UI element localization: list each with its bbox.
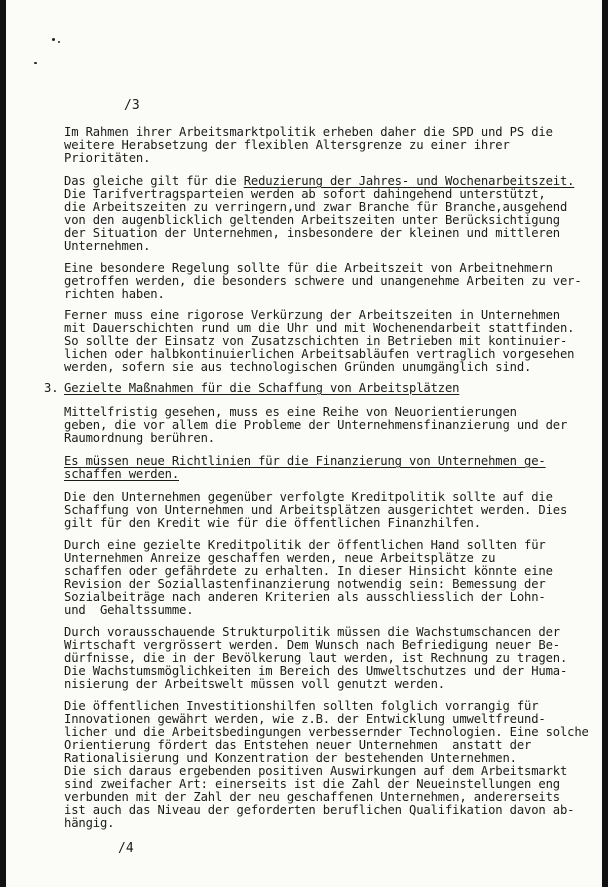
paragraph-line: Unternehmen Anreize geschaffen werden, neue Arbeitsplätze zu bbox=[64, 551, 496, 565]
paragraph-line: Durch eine gezielte Kreditpolitik der öffentlichen Hand sollten für bbox=[64, 538, 546, 552]
paragraph-line: Die sich daraus ergebenden positiven Auswirkungen auf dem Arbeitsmarkt bbox=[64, 764, 568, 778]
paragraph-line: geben, die vor allem die Probleme der Unternehmensfinanzierung und der bbox=[64, 418, 568, 432]
page-number-bottom: /4 bbox=[118, 841, 134, 856]
paragraph-line: Die öffentlichen Investitionshilfen sollten folglich vorrangig für bbox=[64, 699, 539, 713]
paragraph-line: und Gehaltssumme. bbox=[64, 603, 194, 617]
paragraph-line: Mittelfristig gesehen, muss es eine Reihe von Neuorientierungen bbox=[64, 405, 517, 419]
paragraph-line: gilt für den Kredit wie für die öffentlichen Finanzhilfen. bbox=[64, 516, 481, 530]
paragraph-line: Eine besondere Regelung sollte für die Arbeitszeit von Arbeitnehmern bbox=[64, 261, 553, 275]
section-number: 3. bbox=[44, 381, 59, 395]
paragraph-line: werden, sofern sie aus technologischen Gründen unumgänglich sind. bbox=[64, 360, 532, 374]
underlined-heading: Es müssen neue Richtlinien für die Finanzierung von Unternehmen ge- bbox=[64, 454, 546, 468]
underlined-heading: schaffen werden. bbox=[64, 467, 179, 481]
paragraph-line: die Arbeitszeiten zu verringern,und zwar Branche für Branche,ausgehend bbox=[64, 200, 568, 214]
paragraph-line: Rationalisierung und Konzentration der bestehenden Unternehmen. bbox=[64, 751, 517, 765]
paragraph-line: licher und die Arbeitsbedingungen verbessernder Technologien. Eine solche bbox=[64, 725, 589, 739]
paragraph-line: Ferner muss eine rigorose Verkürzung der Arbeitszeiten in Unternehmen bbox=[64, 308, 560, 322]
paragraph-line: Revision der Soziallastenfinanzierung notwendig sein: Bemessung der bbox=[64, 577, 546, 591]
paragraph-line: hängig. bbox=[64, 816, 115, 830]
paragraph-line: Die Wachstumsmöglichkeiten im Bereich des Umweltschutzes und der Huma- bbox=[64, 664, 568, 678]
paragraph-line: lichen oder halbkontinuierlichen Arbeitsabläufen vertraglich vorgesehen bbox=[64, 347, 575, 361]
paragraph-line: Durch vorausschauende Strukturpolitik müssen die Wachstumschancen der bbox=[64, 625, 560, 639]
paragraph-line: Die den Unternehmen gegenüber verfolgte Kreditpolitik sollte auf die bbox=[64, 490, 553, 504]
paragraph-line: Unternehmen. bbox=[64, 239, 151, 253]
paragraph-line: Die Tarifvertragsparteien werden ab sofort dahingehend unterstützt, bbox=[64, 187, 546, 201]
paragraph-lead: Das gleiche gilt für die bbox=[64, 174, 244, 188]
paragraph-line: Wirtschaft vergrössert werden. Dem Wunsch nach Befriedigung neuer Be- bbox=[64, 638, 560, 652]
document-page bbox=[6, 0, 602, 887]
paragraph-line: dürfnisse, die in der Bevölkerung laut werden, ist Rechnung zu tragen. bbox=[64, 651, 568, 665]
scan-border-right bbox=[602, 0, 608, 887]
paragraph-line: verbunden mit der Zahl der neu geschaffenen Unternehmen, andererseits bbox=[64, 790, 560, 804]
page-number-top: /3 bbox=[124, 98, 140, 113]
paragraph-line: Raumordnung berühren. bbox=[64, 431, 215, 445]
section-title: Gezielte Maßnahmen für die Schaffung von Arbeitsplätzen bbox=[64, 381, 460, 395]
paragraph-line: der Situation der Unternehmen, insbesondere der kleinen und mittleren bbox=[64, 226, 560, 240]
paragraph-line: ist auch das Niveau der geforderten beruflichen Qualifikation davon ab- bbox=[64, 803, 575, 817]
paragraph-line: Prioritäten. bbox=[64, 151, 151, 165]
paragraph-line: nisierung der Arbeitswelt müssen voll genutzt werden. bbox=[64, 677, 445, 691]
paragraph-line: Schaffung von Unternehmen und Arbeitsplätzen ausgerichtet werden. Dies bbox=[64, 503, 568, 517]
paragraph-line: schaffen oder gefährdete zu erhalten. In dieser Hinsicht könnte eine bbox=[64, 564, 553, 578]
paragraph-line: weitere Herabsetzung der flexiblen Altersgrenze zu einer ihrer bbox=[64, 138, 510, 152]
underlined-heading: Reduzierung der Jahres- und Wochenarbeitszeit. bbox=[243, 174, 575, 188]
paragraph-line: von den augenblicklich geltenden Arbeitszeiten unter Berücksichtigung bbox=[64, 213, 560, 227]
paragraph-line: Im Rahmen ihrer Arbeitsmarktpolitik erheben daher die SPD und PS die bbox=[64, 125, 553, 139]
page-content bbox=[6, 0, 602, 887]
paragraph-line: sind zweifacher Art: einerseits ist die Zahl der Neueinstellungen eng bbox=[64, 777, 560, 791]
paragraph-line: mit Dauerschichten rund um die Uhr und mit Wochenendarbeit stattfinden. bbox=[64, 321, 575, 335]
paragraph-line: richten haben. bbox=[64, 287, 165, 301]
paragraph-line: So sollte der Einsatz von Zusatzschichten in Betrieben mit kontinuier- bbox=[64, 334, 568, 348]
paragraph-line: Innovationen gewährt werden, wie z.B. der Entwicklung umweltfreund- bbox=[64, 712, 546, 726]
paragraph-line: Orientierung fördert das Entstehen neuer Unternehmen anstatt der bbox=[64, 738, 532, 752]
paragraph-line: getroffen werden, die besonders schwere und unangenehme Arbeiten zu ver- bbox=[64, 274, 582, 288]
paragraph-line: Sozialbeiträge nach anderen Kriterien als ausschliesslich der Lohn- bbox=[64, 590, 546, 604]
